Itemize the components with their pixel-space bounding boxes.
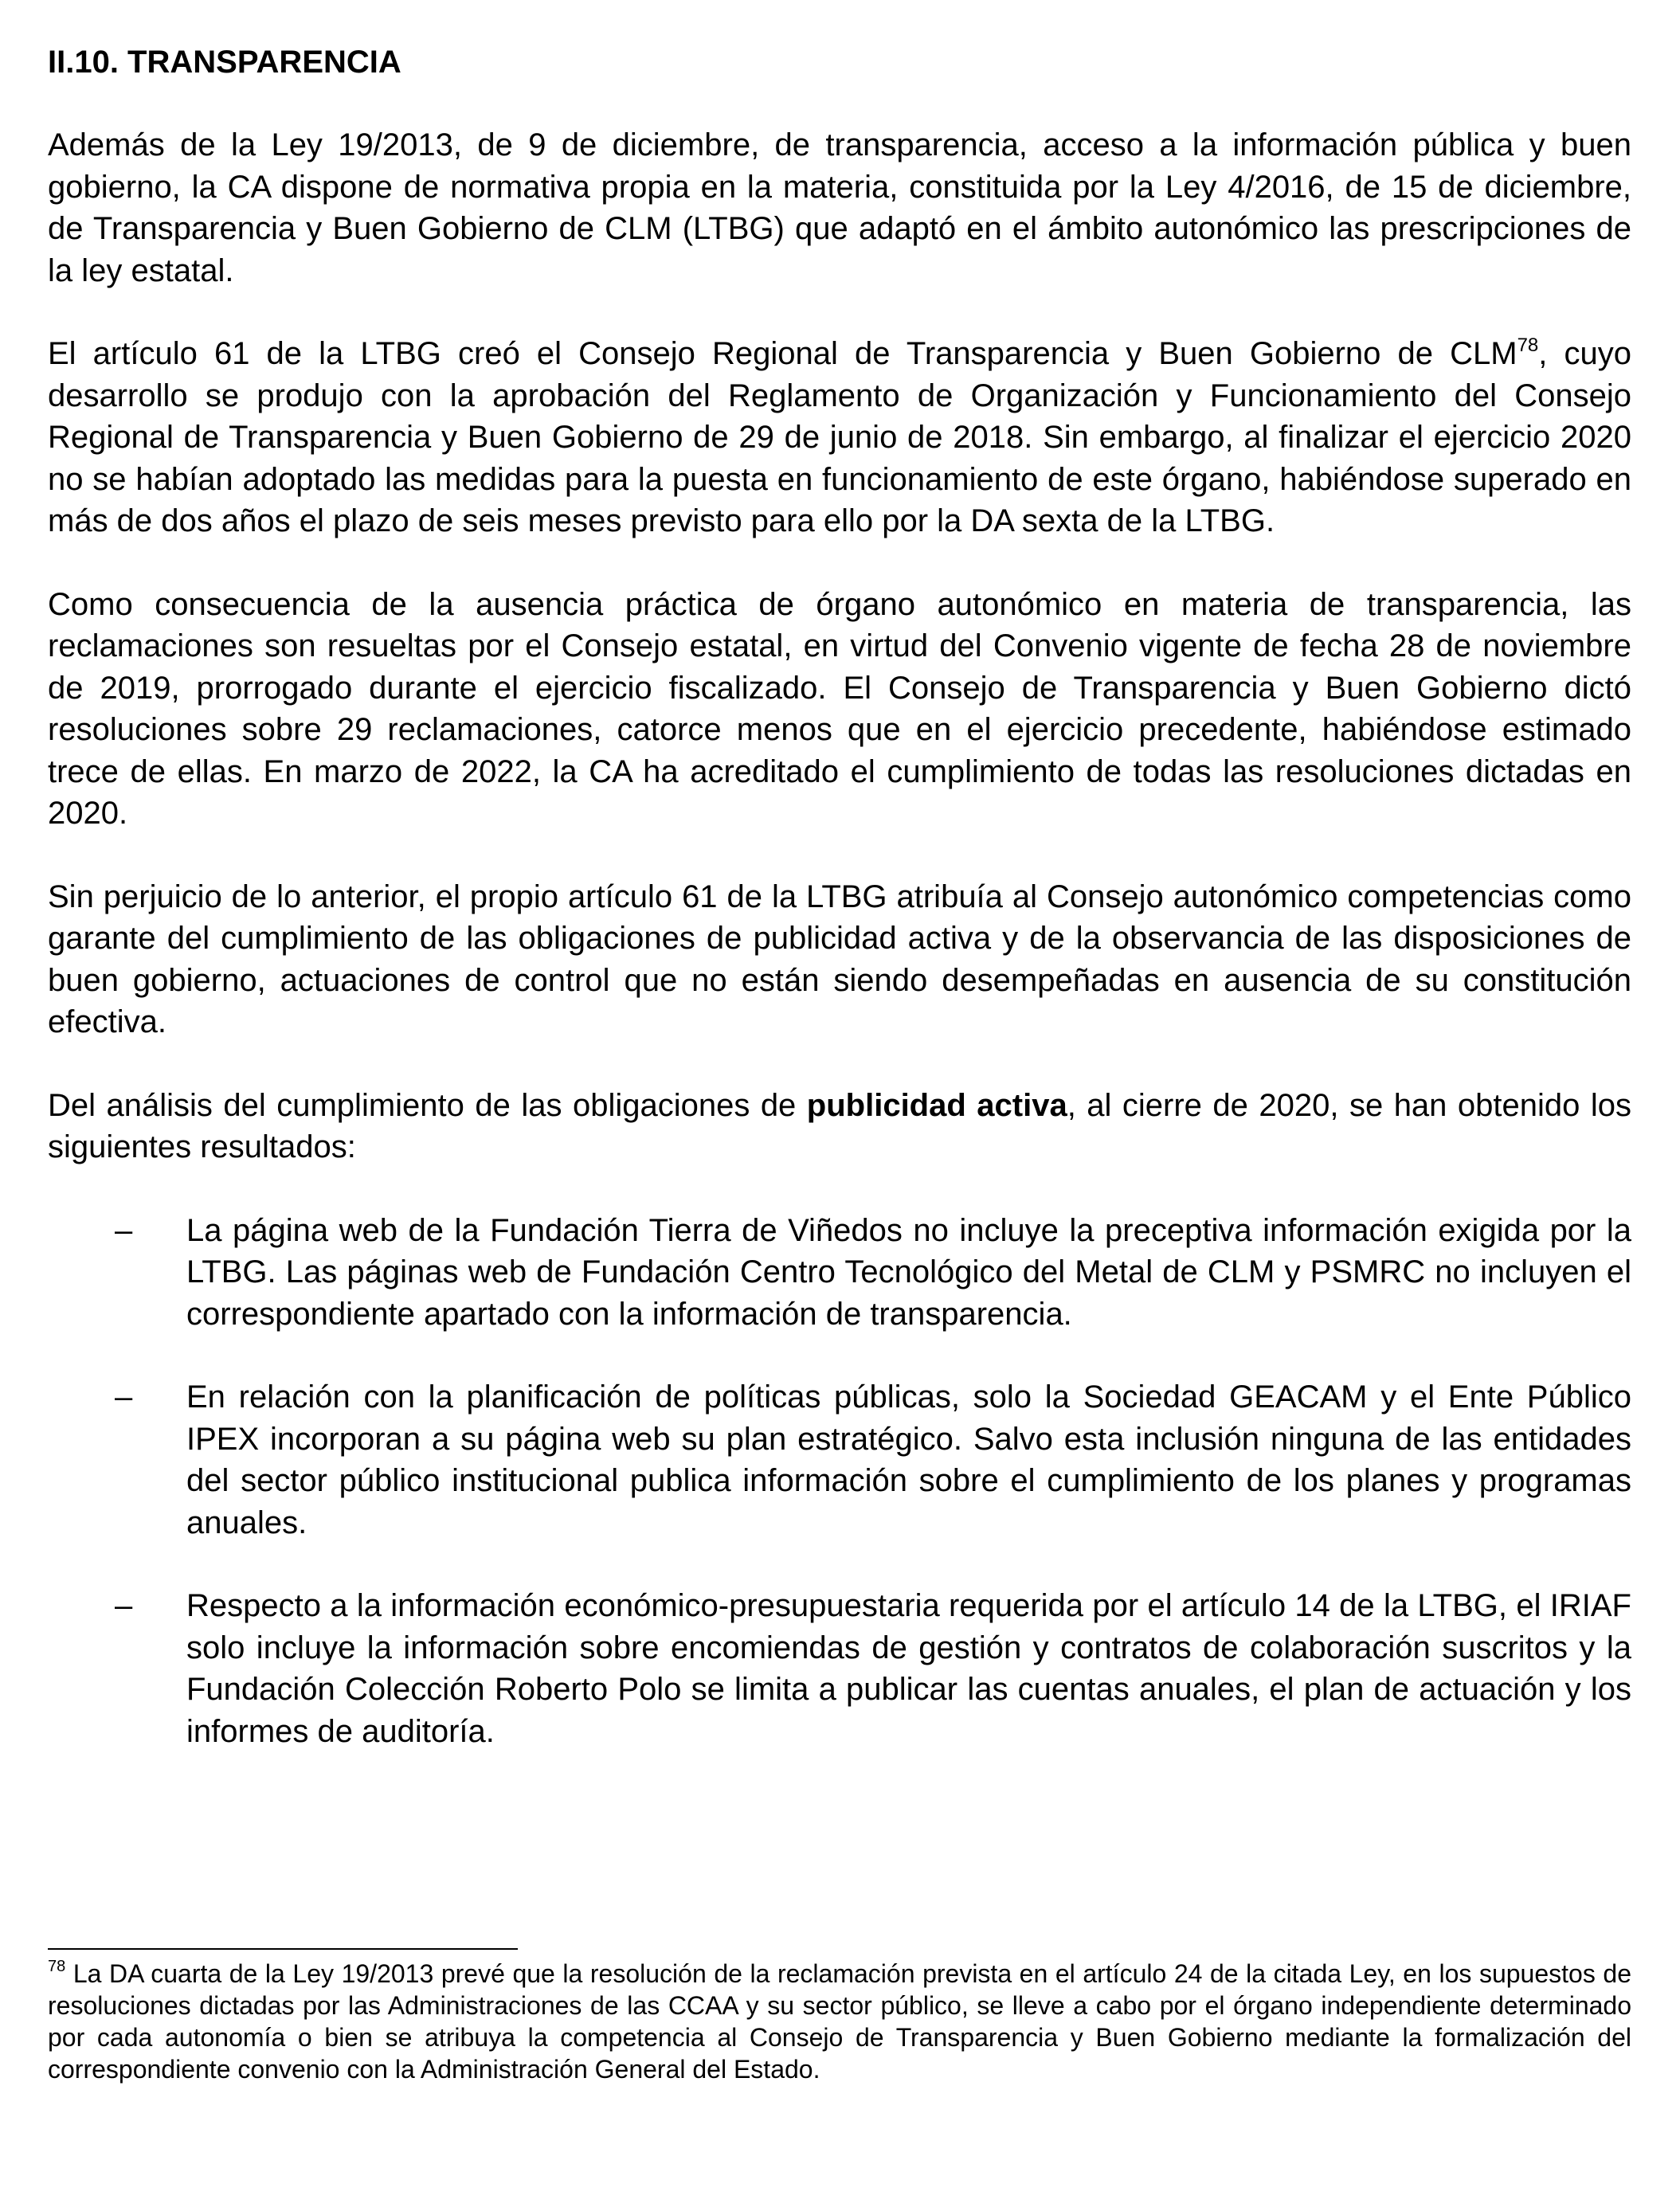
dash-bullet-icon: – <box>115 1212 133 1248</box>
paragraph-4: Sin perjuicio de lo anterior, el propio artículo 61 de la LTBG atribuía al Consejo autonómico competencias como garante del cumplimiento de las obligaciones de publicidad activa y de la observancia de las disposiciones de buen gobierno, actuaciones de control que no están siendo desempeñadas en ausencia de su constitución efectiva. <box>48 879 1631 1039</box>
paragraph-5-text-b: , al cierre de 2020, se han obtenido los siguientes resultados: <box>48 1087 1631 1164</box>
paragraph-1: Además de la Ley 19/2013, de 9 de diciembre, de transparencia, acceso a la información pública y buen gobierno, la CA dispone de normativa propia en la materia, constituida por la Ley 4/2016, de 15 de diciembre, de Transparencia y Buen Gobierno de CLM (LTBG) que adaptó en el ámbito autonómico las prescripciones de la ley estatal. <box>48 127 1631 288</box>
list-item-text: Respecto a la información económico-presupuestaria requerida por el artículo 14 de la LTBG, el IRIAF solo incluye la información sobre encomiendas de gestión y contratos de colaboración suscritos y la Fundación Colección Roberto Polo se limita a publicar las cuentas anuales, el plan de actuación y los informes de auditoría. <box>186 1588 1631 1749</box>
footnote-reference-78[interactable]: 78 <box>1517 334 1539 356</box>
footnote-divider <box>48 1948 518 1950</box>
list-item <box>48 1210 1631 1336</box>
dash-bullet-icon: – <box>115 1379 133 1415</box>
section-heading: II.10. TRANSPARENCIA <box>48 45 401 80</box>
paragraph-2 <box>48 333 1631 542</box>
paragraph-5 <box>48 1085 1631 1168</box>
list-item-text: En relación con la planificación de políticas públicas, solo la Sociedad GEACAM y el Ente Público IPEX incorporan a su página web su plan estratégico. Salvo esta inclusión ninguna de las entidades del sector público institucional publica información sobre el cumplimiento de los planes y programas anuales. <box>186 1379 1631 1540</box>
paragraph-5-text-a: Del análisis del cumplimiento de las obligaciones de <box>48 1087 807 1123</box>
paragraph-2-text-a: El artículo 61 de la LTBG creó el Consejo Regional de Transparencia y Buen Gobierno de CLM <box>48 336 1517 371</box>
paragraph-3: Como consecuencia de la ausencia práctica de órgano autonómico en materia de transparencia, las reclamaciones son resueltas por el Consejo estatal, en virtud del Convenio vigente de fecha 28 de noviembre de 2019, prorrogado durante el ejercicio fiscalizado. El Consejo de Transparencia y Buen Gobierno dictó resoluciones sobre 29 reclamaciones, catorce menos que en el ejercicio precedente, habiéndose estimado trece de ellas. En marzo de 2022, la CA ha acreditado el cumplimiento de todas las resoluciones dictadas en 2020. <box>48 586 1631 831</box>
paragraph-2-text-b: , cuyo desarrollo se produjo con la aprobación del Reglamento de Organización y Funcionamiento del Consejo Regional de Transparencia y Buen Gobierno de 29 de junio de 2018. Sin embargo, al finalizar el ejercicio 2020 no se habían adoptado las medidas para la puesta en funcionamiento de este órgano, habiéndose superado en más de dos años el plazo de seis meses previsto para ello por la DA sexta de la LTBG. <box>48 336 1631 538</box>
footnote-text: La DA cuarta de la Ley 19/2013 prevé que la resolución de la reclamación prevista en el artículo 24 de la citada Ley, en los supuestos de resoluciones dictadas por las Administraciones de las CCAA y su sector público, se lleve a cabo por el órgano independiente determinado por cada autonomía o bien se atribuya la competencia al Consejo de Transparencia y Buen Gobierno mediante la formalización del correspondiente convenio con la Administración General del Estado. <box>48 1959 1631 2084</box>
results-list <box>48 1210 1631 1753</box>
dash-bullet-icon: – <box>115 1588 133 1623</box>
footnote-78 <box>48 1958 1631 2085</box>
footnote-number: 78 <box>48 1958 66 1976</box>
list-item-text: La página web de la Fundación Tierra de Viñedos no incluye la preceptiva información exigida por la LTBG. Las páginas web de Fundación Centro Tecnológico del Metal de CLM y PSMRC no incluyen el correspondiente apartado con la información de transparencia. <box>186 1212 1631 1332</box>
list-item <box>48 1376 1631 1544</box>
paragraph-5-bold-term: publicidad activa <box>806 1087 1067 1123</box>
list-item <box>48 1585 1631 1752</box>
document-page <box>48 41 1631 1794</box>
